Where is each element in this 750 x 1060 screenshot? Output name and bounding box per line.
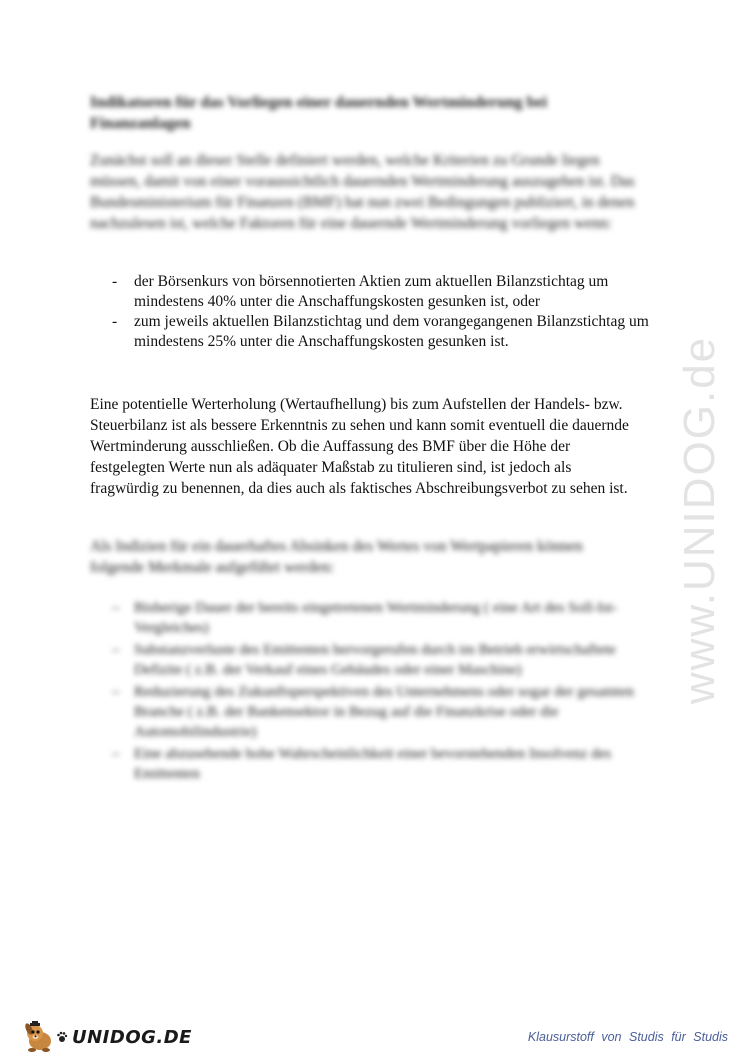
list-item: - zum jeweils aktuellen Bilanzstichtag und dem vorangegangenen Bilanzstichtag um mindestens 25% unter die Anschaffungskosten gesunken ist.	[112, 312, 672, 352]
indicators-intro-paragraph: Als Indizien für ein dauerhaftes Absinken des Wertes von Wertpapieren können folgende Merkmale aufgeführt werden:	[90, 538, 583, 576]
indicators-list	[112, 598, 652, 786]
document-title: Indikatoren für das Vorliegen einer dauernden Wertminderung bei Finanzanlagen	[90, 94, 548, 132]
list-item: – Substanzverluste des Emittenten hervorgerufen durch im Betrieb erwirtschaftete Defizite ( z.B. der Verkauf eines Gebäudes oder einer Maschine)	[112, 640, 652, 680]
conditions-list	[112, 272, 672, 352]
intro-paragraph: Zunächst soll an dieser Stelle definiert werden, welche Kriterien zu Grunde liegen müssen, damit von einer voraussichtlich dauernden Wertminderung auszugehen ist. Das Bundesministerium für Finanzen (BMF) hat nun zwei Bedingungen publiziert, in denen nachzulesen ist, welche Faktoren für eine dauernde Wertminderung vorliegen wenn:	[90, 152, 635, 232]
werterholung-paragraph: Eine potentielle Werterholung (Wertaufhellung) bis zum Aufstellen der Handels- bzw. Steuerbilanz ist als bessere Erkenntnis zu sehen und kann somit eventuell die dauernde Wertminderung ausschließen. Ob die Auffassung des BMF über die Höhe der festgelegten Werte nun als adäquater Maßstab zu titulieren sind, ist jedoch als fragwürdig zu benennen, da dies auch als faktisches Abschreibungsverbot zu sehen ist.	[90, 396, 629, 497]
unidog-logo	[22, 1020, 192, 1054]
list-item: – Reduzierung des Zukunftsperspektiven des Unternehmens oder sogar der gesamten Branche ( z.B. der Bankensektor in Bezug auf die Finanzkrise oder die Automobilindustrie)	[112, 682, 652, 742]
list-item: – Bisherige Dauer der bereits eingetretenen Wertminderung ( eine Art des Soll-Ist-Vergleiches)	[112, 598, 652, 638]
list-item: - der Börsenkurs von börsennotierten Aktien zum aktuellen Bilanzstichtag um mindestens 40% unter die Anschaffungskosten gesunken ist, oder	[112, 272, 672, 312]
paw-icon	[56, 1031, 68, 1043]
watermark-text: www.UNIDOG.de	[675, 335, 725, 705]
dog-mascot-icon	[22, 1021, 56, 1053]
watermark	[640, 250, 750, 790]
footer-slogan: Klausurstoff von Studis für Studis	[527, 1030, 728, 1044]
logo-text: UNIDOG.DE	[72, 1026, 192, 1048]
list-item: – Eine abzusehende hohe Wahrscheinlichkeit einer bevorstehenden Insolvenz des Emittenten	[112, 744, 652, 784]
